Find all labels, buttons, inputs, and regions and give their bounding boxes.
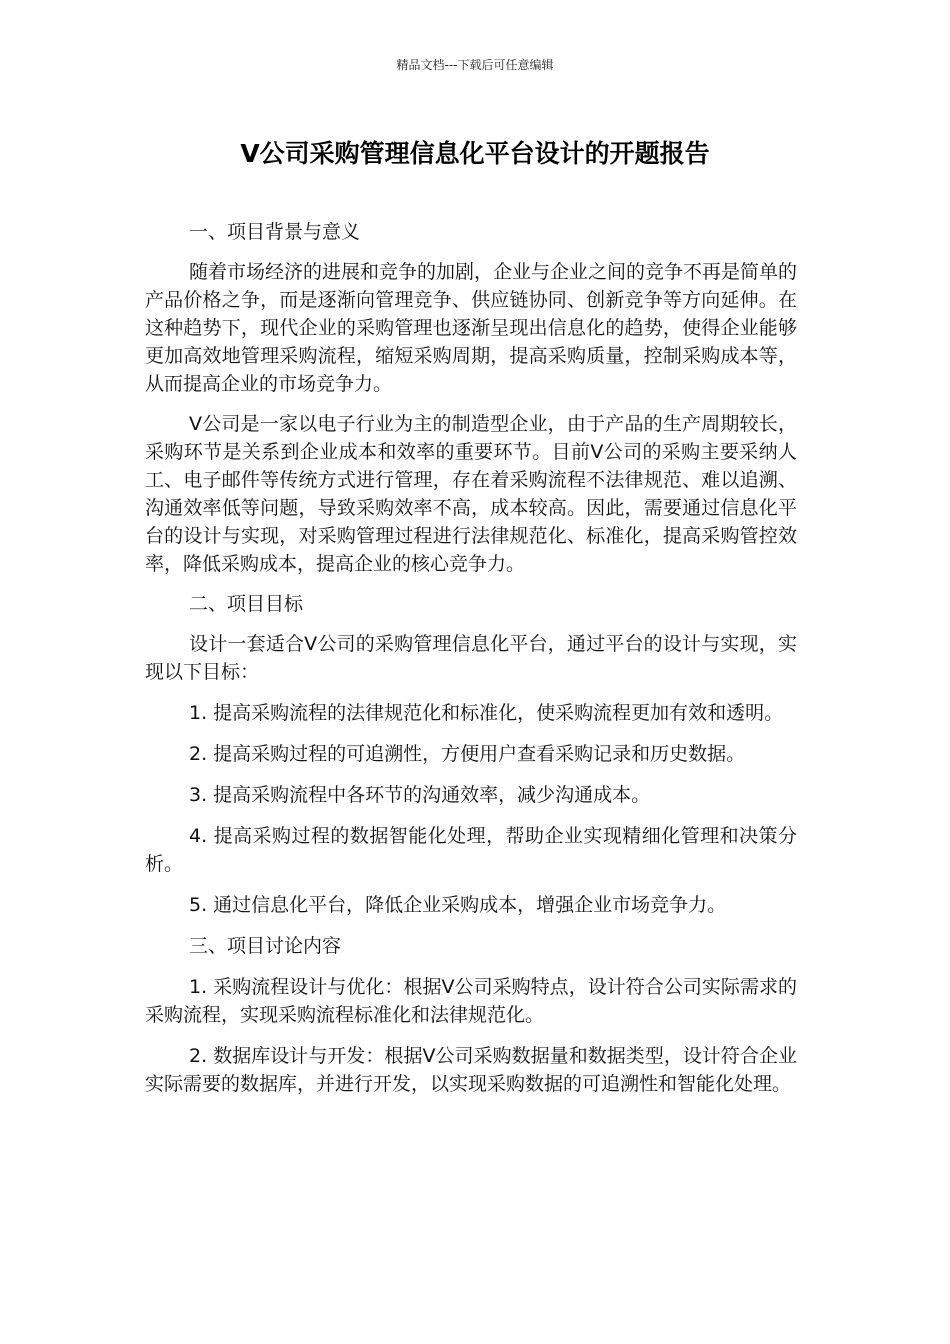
body-paragraph: V公司是一家以电子行业为主的制造型企业，由于产品的生产周期较长，采购环节是关系到企业成本和效率的重要环节。目前V公司的采购主要采纳人工、电子邮件等传统方式进行管理，存在着采购流程不法律规范、难以追溯、沟通效率低等问题，导致采购效率不高，成本较高。因此，需要通过信息化平台的设计与实现，对采购管理过程进行法律规范化、标准化，提高采购管控效率，降低采购成本，提高企业的核心竞争力。 [145, 413, 797, 575]
list-item: 3. 提高采购流程中各环节的沟通效率，减少沟通成本。 [189, 784, 651, 806]
list-item: 1. 提高采购流程的法律规范化和标准化，使采购流程更加有效和透明。 [189, 702, 784, 724]
list-item: 2. 数据库设计与开发：根据V公司采购数据量和数据类型，设计符合企业实际需要的数据库，并进行开发，以实现采购数据的可追溯性和智能化处理。 [145, 1045, 797, 1095]
section-heading: 一、项目背景与意义 [189, 221, 361, 243]
list-item: 1. 采购流程设计与优化：根据V公司采购特点，设计符合公司实际需求的采购流程，实现采购流程标准化和法律规范化。 [145, 976, 797, 1026]
list-item: 2. 提高采购过程的可追溯性，方便用户查看采购记录和历史数据。 [189, 743, 746, 765]
list-item: 4. 提高采购过程的数据智能化处理，帮助企业实现精细化管理和决策分析。 [145, 825, 797, 875]
section-heading: 三、项目讨论内容 [189, 935, 342, 957]
document-title: V公司采购管理信息化平台设计的开题报告 [240, 139, 710, 168]
section-heading: 二、项目目标 [189, 593, 304, 615]
list-item: 5. 通过信息化平台，降低企业采购成本，增强企业市场竞争力。 [189, 894, 727, 916]
body-paragraph: 设计一套适合V公司的采购管理信息化平台，通过平台的设计与实现，实现以下目标： [145, 633, 797, 683]
header-note: 精品文档---下载后可任意编辑 [396, 58, 554, 72]
document-body [145, 218, 797, 1098]
body-paragraph: 随着市场经济的进展和竞争的加剧，企业与企业之间的竞争不再是简单的产品价格之争，而是逐渐向管理竞争、供应链协同、创新竞争等方向延伸。在这种趋势下，现代企业的采购管理也逐渐呈现出信息化的趋势，使得企业能够更加高效地管理采购流程，缩短采购周期，提高采购质量，控制采购成本等，从而提高企业的市场竞争力。 [145, 261, 798, 395]
